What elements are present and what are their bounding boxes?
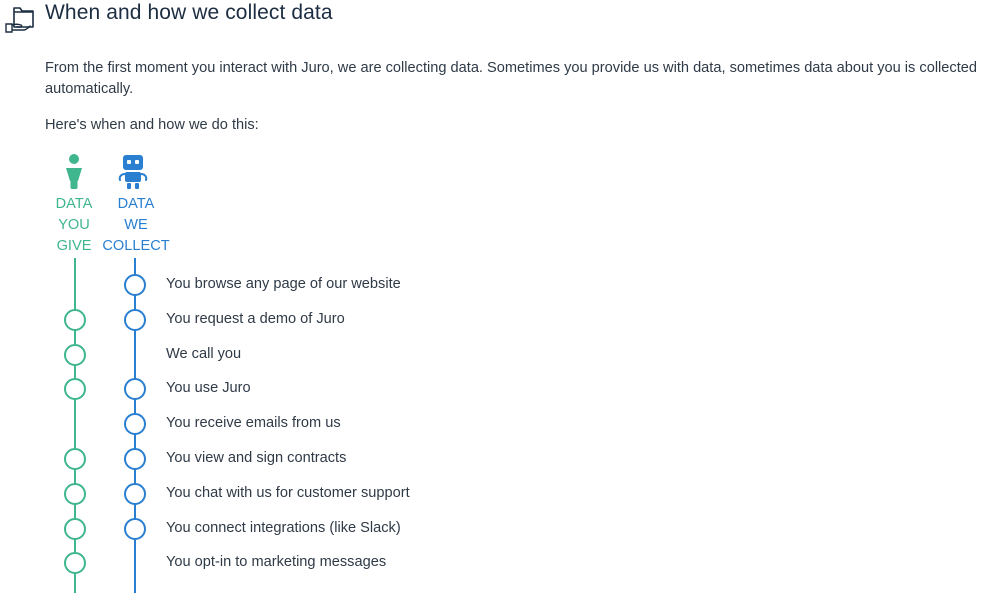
- collect-node: [124, 518, 146, 540]
- give-label-line: GIVE: [56, 238, 92, 254]
- timeline-event: You chat with us for customer support: [166, 484, 410, 501]
- give-label-line: DATA: [55, 196, 93, 212]
- person-icon: [64, 154, 84, 190]
- timeline-event: You use Juro: [166, 380, 251, 397]
- collect-label-line: COLLECT: [102, 238, 170, 254]
- timeline-event: You receive emails from us: [166, 415, 341, 432]
- give-node: [64, 378, 86, 400]
- collect-node: [124, 274, 146, 296]
- robot-icon: [117, 154, 149, 190]
- collect-label-line: DATA: [117, 196, 155, 212]
- give-node: [64, 344, 86, 366]
- give-node: [64, 518, 86, 540]
- data-we-collect-label: [100, 194, 172, 257]
- give-node: [64, 309, 86, 331]
- collect-node: [124, 309, 146, 331]
- page-title: When and how we collect data: [45, 1, 333, 24]
- timeline-event: We call you: [166, 345, 242, 362]
- data-you-give-label: [49, 194, 99, 257]
- collect-node: [124, 413, 146, 435]
- give-node: [64, 483, 86, 505]
- timeline-event: You connect integrations (like Slack): [166, 519, 401, 536]
- timeline-event: You view and sign contracts: [166, 450, 347, 466]
- timeline-event: You browse any page of our website: [166, 276, 401, 292]
- folder-hand-icon: [4, 4, 36, 34]
- collect-node: [124, 378, 146, 400]
- timeline-event: You request a demo of Juro: [166, 310, 345, 327]
- timeline-event: You opt-in to marketing messages: [166, 554, 387, 571]
- give-node: [64, 552, 86, 574]
- intro-paragraph: From the first moment you interact with Juro, we are collecting data. Sometimes you provide us with data, sometimes data about you is collected automatically.: [45, 60, 977, 97]
- give-label-line: YOU: [58, 217, 90, 233]
- collect-node: [124, 483, 146, 505]
- collect-label-line: WE: [124, 217, 148, 233]
- lead-text: Here's when and how we do this:: [45, 117, 259, 133]
- collect-node: [124, 448, 146, 470]
- give-node: [64, 448, 86, 470]
